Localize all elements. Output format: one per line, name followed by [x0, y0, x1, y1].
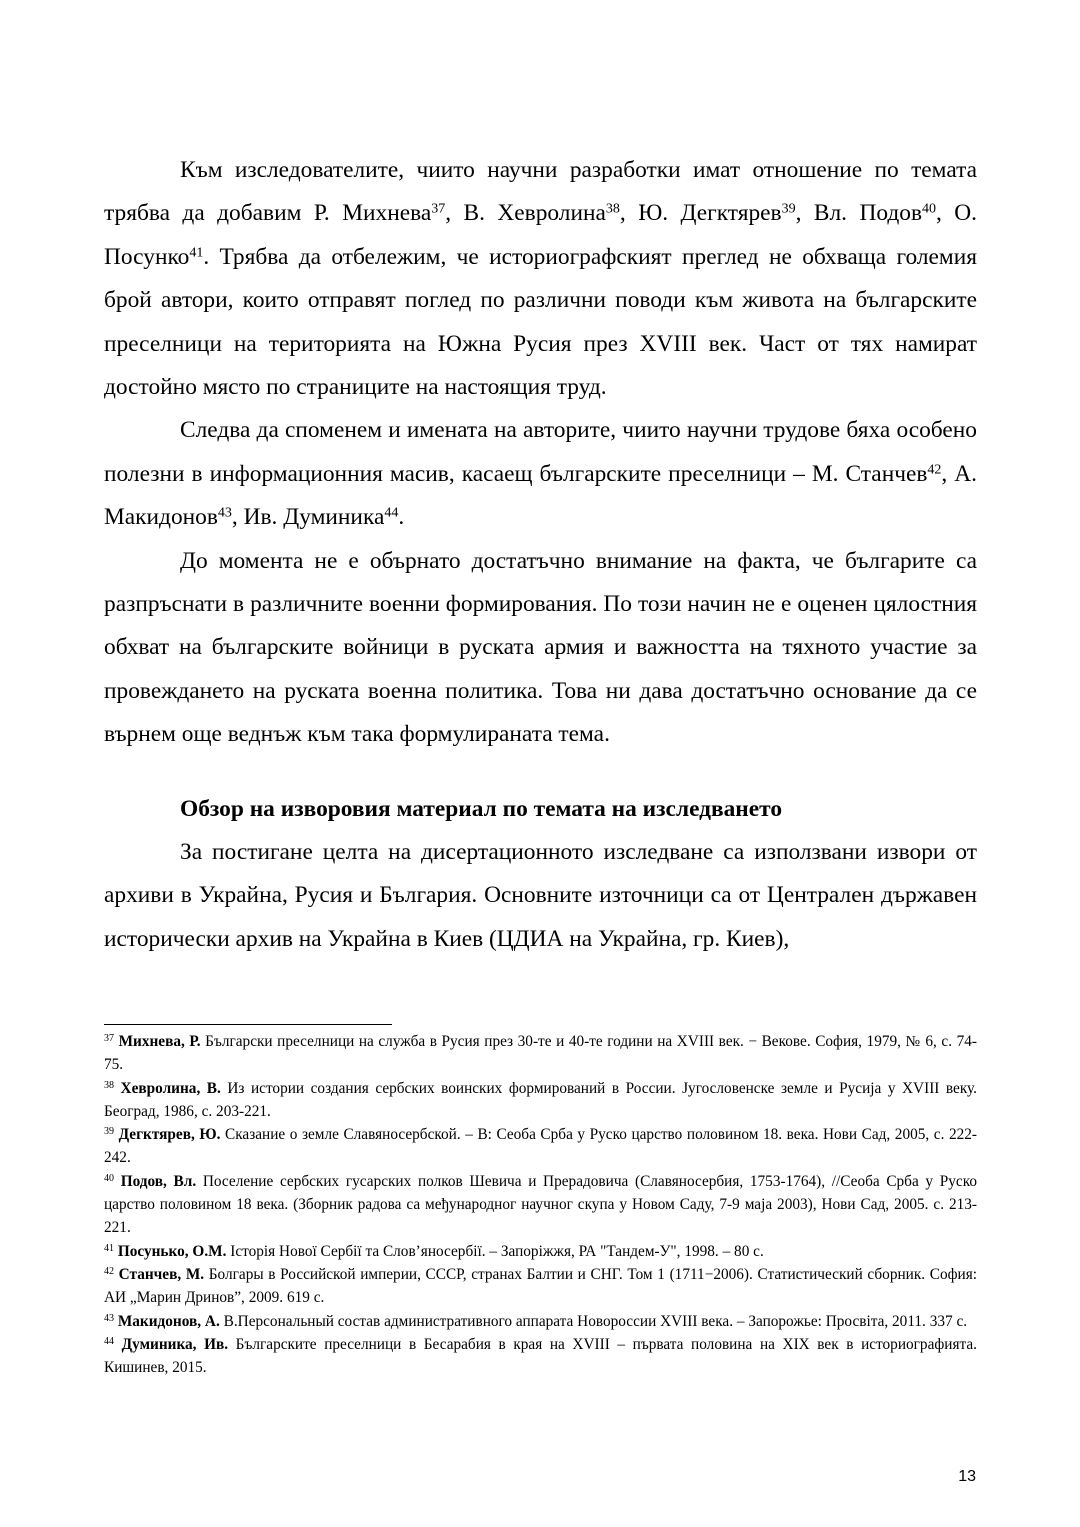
footnote-number: 40 — [104, 1172, 114, 1184]
footnote-author: Хевролина, В. — [120, 1079, 221, 1097]
paragraph-text: , Ю. Дегктярев — [619, 200, 782, 227]
footnote-37 — [104, 1030, 977, 1077]
footnote-author: Дегктярев, Ю. — [118, 1126, 221, 1144]
paragraph-text: . — [398, 504, 405, 531]
footnote-41 — [104, 1240, 977, 1263]
footnote-author: Думиника, Ив. — [121, 1335, 229, 1353]
footnote-ref-42[interactable]: 42 — [927, 462, 942, 478]
footnote-author: Михнева, Р. — [118, 1033, 201, 1050]
footnote-author: Макидонов, А. — [117, 1312, 220, 1330]
footnote-number: 44 — [104, 1335, 114, 1347]
paragraph-text: Към изследователите, чиито научни разработки имат отношение по темата трябва да добавим Р. Михнева — [104, 157, 977, 227]
footnote-42 — [104, 1263, 977, 1310]
footnote-author: Станчев, М. — [118, 1265, 205, 1283]
paragraph-text: , О. Посунко — [104, 200, 978, 270]
footnote-ref-37[interactable]: 37 — [431, 201, 446, 217]
footnote-separator — [104, 1024, 392, 1025]
paragraph-2 — [104, 409, 977, 539]
footnote-39 — [104, 1123, 977, 1170]
paragraph-text: , В. Хевролина — [445, 200, 606, 227]
footnote-number: 41 — [104, 1242, 114, 1254]
footnote-40 — [104, 1170, 977, 1240]
footnote-ref-38[interactable]: 38 — [605, 201, 620, 217]
footnote-text: Из истории создания сербских воинских формирований в России. Југословенске земле и Русија у XVIII веку. Београд, 1986, с. 203-221. — [104, 1079, 977, 1120]
footnote-38 — [104, 1077, 977, 1124]
footnote-text: Сказание о земле Славяносербской. – В: Сеоба Срба у Руско царство половином 18. века. Нови Сад, 2005, с. 222-242. — [104, 1126, 978, 1167]
main-text — [104, 149, 977, 961]
footnote-ref-41[interactable]: 41 — [189, 245, 204, 261]
paragraph-text: Следва да споменем и имената на авторите, чиито научни трудове бяха особено полезни в информационния масив, касаещ българските преселници – М. Станчев — [104, 417, 977, 487]
footnote-text: Български преселници на служба в Русия през 30-те и 40-те години на XVIII век. − Векове. София, 1979, № 6, с. 74-75. — [104, 1033, 977, 1074]
footnote-ref-40[interactable]: 40 — [922, 201, 936, 217]
footnote-number: 38 — [104, 1079, 114, 1091]
footnote-author: Посунько, О.М. — [117, 1242, 227, 1260]
footnote-number: 42 — [104, 1265, 114, 1277]
footnote-number: 39 — [104, 1126, 114, 1138]
footnote-text: Історія Нової Сербії та Слов’яносербії. – Запоріжжя, РА "Тандем-У", 1998. – 80 с. — [226, 1242, 764, 1260]
footnote-43 — [104, 1310, 977, 1333]
footnote-ref-44[interactable]: 44 — [384, 505, 399, 521]
section-heading: Обзор на изворовия материал по темата на изследването — [180, 795, 783, 822]
footnote-ref-43[interactable]: 43 — [217, 505, 232, 521]
footnote-number: 37 — [104, 1033, 114, 1044]
paragraph-1 — [104, 149, 977, 409]
footnote-text: Поселение сербских гусарских полков Шевича и Прерадовича (Славяносербия, 1753-1764), //Сеоба Срба у Руско царство половином 18 века. (Зборник радова са међународног научног скупа у Новом Саду, 7-9 маја 2003), Нови Сад, 2005. с. 213-221. — [104, 1172, 978, 1237]
paragraph-text: . Трябва да отбележим, че историографският преглед не обхваща големия брой автори, които отправят поглед по различни поводи към живота на българските преселници на територията на Южна Русия през XVIII век. Част от тях намират достойно място по страниците на настоящия труд. — [104, 243, 977, 401]
footnote-number: 43 — [104, 1312, 114, 1324]
footnote-author: Подов, Вл. — [120, 1172, 197, 1190]
footnote-text: В.Персональный состав административного аппарата Новороссии XVIII века. – Запорожье: Просвіта, 2011. 337 с. — [219, 1312, 968, 1330]
footnote-text: Болгары в Российской империи, СССР, странах Балтии и СНГ. Том 1 (1711−2006). Статистический сборник. София: АИ „Марин Дринов”, 2009. 619 с. — [104, 1265, 977, 1307]
paragraph-text: , Вл. Подов — [795, 200, 922, 227]
footnote-text: Българските преселници в Бесарабия в края на XVIII – първата половина на XIX век в историографията. Кишинев, 2015. — [104, 1335, 977, 1377]
footnotes — [104, 1030, 977, 1379]
paragraph-4: За постигане целта на дисертационното изследване са използвани извори от архиви в Украйна, Русия и България. Основните източници са от Централен държавен исторически архив на Украйна в Киев (ЦДИА на Украйна, гр. Киев), — [104, 838, 977, 952]
paragraph-text: , А. Макидонов — [104, 460, 978, 531]
paragraph-text: , Ив. Думиника — [231, 504, 385, 531]
footnote-44 — [104, 1333, 977, 1380]
paragraph-3: До момента не е обърнато достатъчно внимание на факта, че българите са разпръснати в различните военни формирования. По този начин не е оценен цялостния обхват на българските войници в руската армия и важността на тяхното участие за провеждането на руската военна политика. Това ни дава достатъчно основание да се върнем още веднъж към така формулираната тема. — [104, 547, 977, 748]
footnote-ref-39[interactable]: 39 — [781, 201, 796, 217]
page-number: 13 — [958, 1468, 976, 1485]
